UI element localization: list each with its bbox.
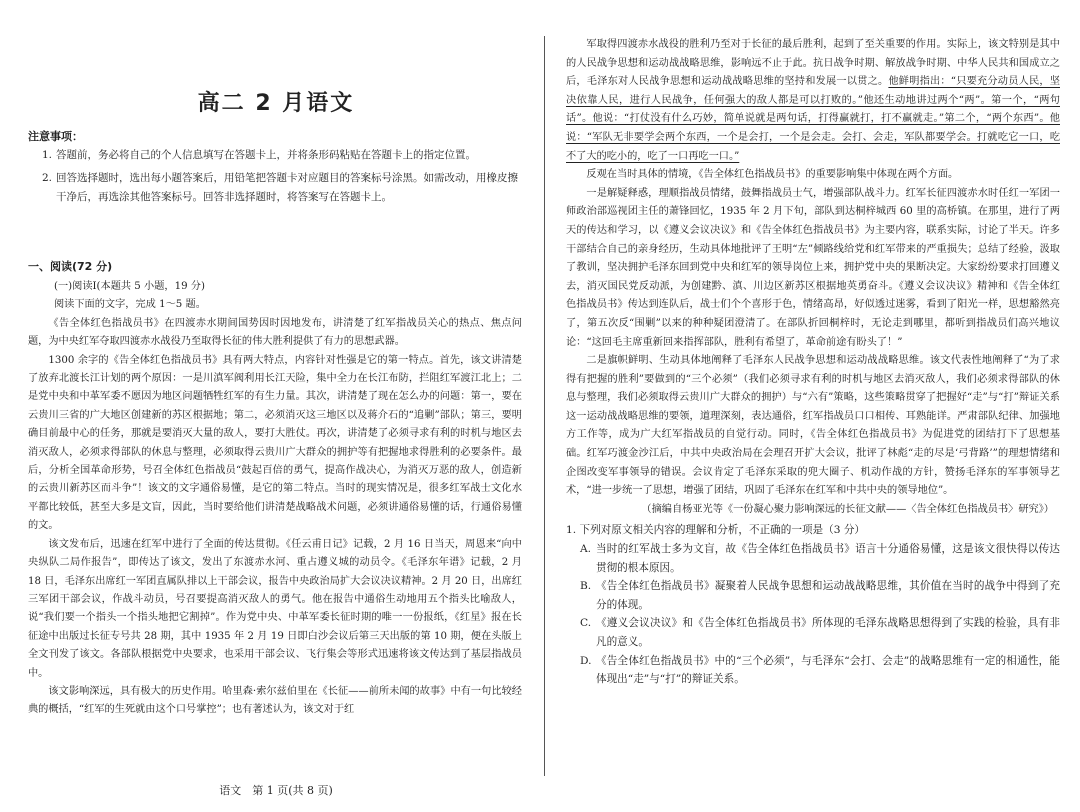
notice-item-number: 2. [42, 172, 53, 184]
option-text: 当时的红军战士多为文盲，故《告全体红色指战员书》语言十分通俗易懂，这是该文很快得以传达贯彻的根本原因。 [596, 543, 1060, 574]
passage-paragraph: 1300 余字的《告全体红色指战员书》具有两大特点，内容针对性强是它的第一特点。首先，该文讲清楚了放弃北渡长江计划的两个原因：一是川滇军阀利用长江天险，集中全力在长江布防，拦阻红军渡江北上；二是党中央和中革军委不愿因为地区问题牺牲红军的有生力量。其次，讲清楚了现在怎么办的问题：第一，要在云贵川三省的广大地区创建新的苏区根据地；第二，必须消灭这三地区以及蒋介石的“追剿”部队；第三，要明确目前最中心的任务，那就是要消灭大量的敌人，要打大胜仗。再次，讲清楚了必须寻求有利的时机与地区去消灭敌人，必须求得部队的休息与整理，必须取得云贵川广大群众的拥护等有把握地求得胜利的必要条件。最后，分析全国革命形势，号召全体红色指战员“鼓起百倍的勇气，提高作战决心，为消灭万恶的敌人，创造新的云贵川新苏区而斗争”！该文的文字通俗易懂，是它的第二特点。当时的现实情况是，很多红军战士文化水平都比较低，甚至大多是文盲，因此，当时要给他们讲清楚战略战术问题，必须讲通俗易懂的话，行通俗易懂的文。 [28, 354, 522, 532]
passage-paragraph [566, 36, 1060, 166]
answer-option [566, 577, 1060, 614]
option-text: 《告全体红色指战员书》中的“三个必须”，与毛泽东“会打、会走”的战略思维有一定的相通性，能体现出“走”与“打”的辩证关系。 [596, 654, 1060, 686]
option-text: 《告全体红色指战员书》凝聚着人民战争思想和运动战战略思维，其价值在当时的战争中得到了充分的体现。 [596, 580, 1060, 611]
answer-option [566, 614, 1060, 651]
passage-paragraph: 该文发布后，迅速在红军中进行了全面的传达贯彻。《任云甫日记》记载，2 月 16 日当天，周恩来“向中央纵队二局作报告”，即传达了该文，发出了东渡赤水河、重占遵义城的动员令。《毛泽东年谱》记载，2 月 18 日，毛泽东出席红一军团直属队排以上干部会议，报告中央政治局扩大会议决议精神。2 月 20 日，出席红三军团干部会议，作战斗动员，号召要提高消灭敌人的勇气。他在报告中通俗生动地用五个指头比喻敌人，说“我们要一个指头一个指头地把它割掉”。作为党中央、中革军委长征时期的唯一一份报纸，《红星》报在长征途中出版过长征专号共 28 期，其中 1935 年 2 月 19 日即白沙会议后第三天出版的第 10 期，便在头版上全文刊发了该文。各部队根据党中央要求，也采用干部会议、飞行集会等形式迅速将该文传达到了基层指战员中。 [28, 538, 522, 679]
option-text: 《遵义会议决议》和《告全体红色指战员书》所体现的毛泽东战略思想得到了实践的检验，具有非凡的意义。 [596, 617, 1060, 648]
answer-option [566, 540, 1060, 577]
notice-list [42, 146, 522, 211]
passage-paragraph: 一是解疑释惑，理顺指战员情绪，鼓舞指战员士气，增强部队战斗力。红军长征四渡赤水时任红一军团一师政治部巡视团主任的萧锋回忆，1935 年 2 月下旬，部队到达桐梓城西 60 里的高桥镇。在那里，进行了两天的传达和学习，以《遵义会议决议》和《告全体红色指战员书》为主要内容，联系实际，讨论了半天。许多干部结合自己的亲身经历，生动具体地批评了王明“左”倾路线给党和红军带来的严重损失；总结了经验，汲取了教训，坚决拥护毛泽东回到党中央和红军的领导岗位上来，拥护党中央的果断决定。大家纷纷要求打回遵义去，消灭国民党反动派，为创建黔、滇、川边区新苏区根据地英勇奋斗。《遵义会议决议》精神和《告全体红色指战员书》传达到连队后，战士们个个喜形于色，情绪高昂，好似透过迷雾，看到了阳光一样，思想豁然亮了，第五次反“围剿”以来的种种疑团澄清了。在部队折回桐梓时，无论走到哪里，都听到指战员们高兴地议论：“这回毛主席重新回来指挥部队，胜利有希望了，革命前途有盼头了！” [566, 187, 1060, 348]
notice-item-text: 答题前，务必将自己的个人信息填写在答题卡上，并将条形码粘贴在答题卡上的指定位置。 [56, 149, 476, 161]
option-letter: D. [580, 654, 592, 667]
reading-instruction: 阅读下面的文字，完成 1～5 题。 [54, 299, 206, 311]
passage-paragraph: 《告全体红色指战员书》在四渡赤水期间国势因时因地发布，讲清楚了红军指战员关心的热点、焦点问题，为中央红军夺取四渡赤水战役乃至取得长征的伟大胜利提供了有力的思想武器。 [28, 317, 522, 348]
notice-item [42, 169, 522, 207]
notice-item-text: 回答选择题时，选出每小题答案后，用铅笔把答题卡对应题目的答案标号涂黑。如需改动，用橡皮擦干净后，再选涂其他答案标号。回答非选择题时，将答案写在答题卡上。 [56, 172, 518, 203]
source-citation: （摘编自杨亚光等《一份凝心聚力影响深远的长征文献——〈告全体红色指战员书〉研究》） [641, 503, 1054, 515]
question-stem: 1. 下列对原文相关内容的理解和分析，不正确的一项是（3 分） [566, 524, 866, 537]
reading-passage-right [566, 36, 1060, 689]
passage-text: 军取得四渡赤水战役的胜利乃至对于长征的最后胜利，起到了至关重要的作用。实际上，该文特别是其中的人民战争思想和运动战战略思维，影响远不止于此。抗日战争时期、解放战争时期、中华人民共和国成立之后，毛泽东对人民战争思想和运动战战略思维的坚持和发展一以贯之。 [566, 39, 1060, 88]
answer-option [566, 652, 1060, 689]
passage-paragraph: 反观在当时具体的情境，《告全体红色指战员书》的重要影响集中体现在两个方面。 [586, 169, 959, 181]
exam-title: 高二 2 月语文 [197, 91, 355, 116]
section-heading: 一、阅读(72 分) [28, 260, 113, 273]
notice-item [42, 146, 522, 165]
option-letter: C. [580, 617, 592, 630]
subsection-heading: (一)阅读Ⅰ(本题共 5 小题，19 分) [54, 281, 205, 292]
underlined-quote: 他鲜明指出：“只要充分动员人民，坚决依靠人民，进行人民战争，任何强大的敌人都是可以打败的。”他还生动地讲过两个“两”。第一个，“两句话”。他说：“打仗没有什么巧妙，简单说就是两句话，打得赢就打，打不赢就走。”第二个，“两个东西”。他说：“军队无非要学会两个东西，一个是会打，一个是会走。会打、会走，军队都要学会。打就吃它一口，吃不了大的吃小的，吃了一口再吃一口。” [566, 76, 1060, 162]
notice-heading: 注意事项： [28, 130, 83, 143]
option-letter: A. [580, 543, 592, 556]
passage-paragraph: 该文影响深远，具有极大的历史作用。哈里森·索尔兹伯里在《长征——前所未闻的故事》中有一句比较经典的概括，“红军的生死就由这个口号掌控”；也有著述认为，该文对于红 [28, 685, 522, 716]
notice-item-number: 1. [42, 149, 53, 161]
column-divider [544, 36, 545, 776]
option-letter: B. [580, 580, 592, 593]
reading-passage-left [28, 278, 522, 720]
passage-paragraph: 二是旗帜鲜明、生动具体地阐释了毛泽东人民战争思想和运动战战略思维。该文代表性地阐释了“为了求得有把握的胜利”要做到的“三个必须”（我们必须寻求有利的时机与地区去消灭敌人，我们必须求得部队的休息与整理，我们必须取得云贵川广大群众的拥护）与“六有”策略，这些策略贯穿了把握好“走”与“打”辩证关系这一运动战战略思维的要领，道理深刻，表达通俗，红军指战员口口相传、耳熟能详。严肃部队纪律、加强地方工作等，成为广大红军指战员的自觉行动。同时，《告全体红色指战员书》为促进党的团结打下了思想基础。红军巧渡金沙江后，中共中央政治局在会理召开扩大会议，批评了林彪“走的尽是‘弓背路’”的理想情绪和企图改变军事领导的错误。会议肯定了毛泽东采取的兜大圈子、机动作战的方针，赞扬毛泽东的军事领导艺术，“进一步统一了思想，增强了团结，巩固了毛泽东在红军和中共中央的领导地位”。 [566, 355, 1060, 497]
page-footer: 语文 第 1 页(共 8 页) [219, 784, 333, 797]
